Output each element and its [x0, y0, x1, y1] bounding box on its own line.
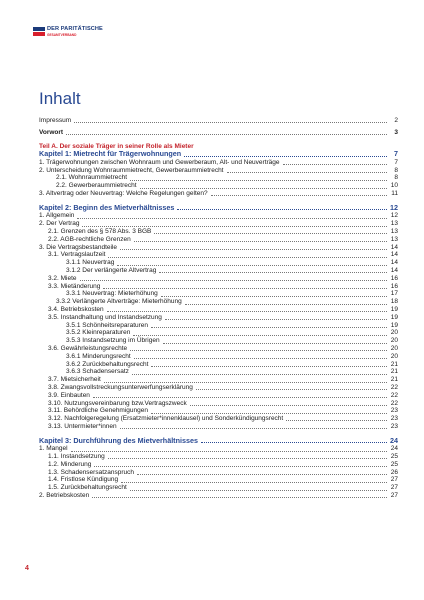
toc-entry[interactable]: [39, 159, 398, 167]
toc-entry-page: 11: [391, 190, 398, 198]
dot-leader: [117, 259, 387, 265]
dot-leader: [134, 236, 387, 242]
toc-entry-title: 3.3. Mietänderung: [48, 282, 101, 290]
dot-leader: [151, 322, 387, 328]
toc-entry-page: 16: [390, 274, 398, 282]
toc-entry[interactable]: [39, 174, 398, 182]
dot-leader: [151, 407, 387, 413]
toc-entry-page: 2: [394, 117, 398, 124]
toc-entry-page: 23: [390, 407, 398, 415]
toc-entry[interactable]: [39, 259, 398, 267]
toc-entry-title: 3. Die Vertragsbestandteile: [39, 243, 118, 251]
toc-entry-title: 1.3. Schadensersatzanspruch: [48, 468, 134, 476]
toc-entry[interactable]: [39, 353, 398, 361]
dot-leader: [137, 469, 387, 475]
toc-entry-title: 3.6.1 Minderungsrecht: [66, 352, 131, 360]
toc-entry-title: Teil A. Der soziale Träger in seiner Rolle als Mieter: [39, 142, 194, 150]
dot-leader: [134, 353, 387, 359]
toc-entry-title: 3.5.2 Kleinreparaturen: [66, 329, 131, 337]
dot-leader: [159, 267, 387, 273]
dot-leader: [133, 329, 387, 335]
dot-leader: [104, 376, 387, 382]
toc-entry-title: Impressum: [39, 117, 72, 124]
dot-leader: [184, 150, 387, 156]
toc-entry-title: 2.1. Grenzen des § 578 Abs. 3 BGB: [48, 227, 152, 235]
toc-entry-title: 3.12. Nachfolgeregelung (Ersatzmieter*innenklausel) und Sonderkündigungsrecht: [48, 415, 284, 423]
toc-entry-title: 3.4. Betriebskosten: [48, 305, 104, 313]
toc-entry-page: 13: [390, 227, 398, 235]
page-title: Inhalt: [39, 89, 81, 108]
toc-entry[interactable]: [39, 129, 398, 137]
toc-entry[interactable]: [39, 361, 398, 369]
toc-entry-page: 16: [390, 282, 398, 290]
toc-entry-page: 23: [390, 415, 398, 423]
toc-entry[interactable]: [39, 461, 398, 469]
table-of-contents: [39, 117, 398, 500]
toc-entry-page: 20: [390, 337, 398, 345]
toc-entry-title: 3.8. Zwangsvollstreckungsunterwerfungserklärung: [48, 383, 193, 391]
toc-entry-title: 3.5.1 Schönheitsreparaturen: [66, 321, 149, 329]
toc-entry[interactable]: [39, 167, 398, 175]
toc-entry-title: 3.6.3 Schadensersatz: [66, 368, 129, 376]
dot-leader: [197, 143, 387, 148]
toc-entry-title: 1. Trägerwohnungen zwischen Wohnraum und Gewerberaum, Alt- und Neuverträge: [39, 158, 280, 166]
toc-entry-title: 3.5.3 Instandsetzung im Übrigen: [66, 337, 160, 345]
logo-line2: GESAMTVERBAND: [47, 32, 77, 37]
dot-leader: [196, 384, 387, 390]
toc-entry[interactable]: [39, 469, 398, 477]
toc-entry[interactable]: [39, 283, 398, 291]
dot-leader: [177, 204, 387, 210]
toc-entry-page: 10: [390, 182, 398, 190]
toc-entry[interactable]: [39, 376, 398, 384]
toc-entry[interactable]: [39, 290, 398, 298]
toc-entry-title: 1.5. Zurückbehaltungsrecht: [48, 484, 127, 492]
dot-leader: [227, 167, 388, 173]
toc-entry-title: Vorwort: [39, 128, 64, 136]
toc-entry-page: 8: [394, 166, 398, 174]
dot-leader: [132, 368, 387, 374]
toc-entry[interactable]: [39, 415, 398, 423]
dot-leader: [107, 306, 387, 312]
toc-entry-title: 2. Der Vertrag: [39, 220, 80, 228]
toc-entry-title: 3.13. Untermieter*innen: [48, 422, 117, 430]
toc-entry[interactable]: [39, 329, 398, 337]
toc-entry[interactable]: [39, 345, 398, 353]
toc-entry-page: 14: [390, 266, 398, 274]
dot-leader: [121, 476, 387, 482]
toc-entry-page: 26: [390, 468, 398, 476]
toc-entry-page: 18: [390, 298, 398, 306]
toc-chapter[interactable]: [39, 204, 398, 213]
toc-entry-page: 7: [394, 158, 398, 166]
toc-entry-title: 3.1.1 Neuvertrag: [66, 259, 115, 267]
toc-entry[interactable]: [39, 298, 398, 306]
dot-leader: [185, 298, 387, 304]
toc-entry-page: 27: [390, 476, 398, 484]
toc-entry[interactable]: [39, 220, 398, 228]
dot-leader: [130, 484, 387, 490]
toc-entry-page: 14: [390, 251, 398, 259]
dot-leader: [154, 228, 387, 234]
toc-entry-page: 20: [390, 344, 398, 352]
toc-entry-page: 22: [390, 391, 398, 399]
toc-chapter[interactable]: [39, 437, 398, 446]
toc-entry-page: 21: [390, 376, 398, 384]
toc-entry[interactable]: [39, 407, 398, 415]
toc-entry[interactable]: [39, 212, 398, 220]
toc-entry-title: 2. Unterscheidung Wohnraummietrecht, Gewerberaummietrecht: [39, 166, 224, 174]
toc-entry-page: 13: [390, 220, 398, 228]
toc-entry-page: 8: [394, 174, 398, 182]
toc-entry-title: 3.10. Nutzungsvereinbarung bzw.Vertragszweck: [48, 399, 187, 407]
toc-entry-title: 3.3.1 Neuvertrag: Mieterhöhung: [66, 290, 158, 298]
toc-entry-page: 14: [390, 259, 398, 267]
toc-entry-title: 1. Allgemein: [39, 212, 75, 220]
toc-entry-title: 1. Mangel: [39, 445, 68, 453]
toc-entry-page: 22: [390, 399, 398, 407]
toc-entry[interactable]: [39, 236, 398, 244]
toc-entry-page: 22: [390, 383, 398, 391]
dot-leader: [77, 212, 387, 218]
toc-entry-page: 20: [390, 352, 398, 360]
toc-entry-title: 3.5. Instandhaltung und Instandsetzung: [48, 313, 162, 321]
dot-leader: [163, 337, 387, 343]
logo: [33, 27, 103, 37]
dot-leader: [190, 400, 387, 406]
toc-entry-title: 3.1. Vertragslaufzeit: [48, 251, 106, 259]
toc-entry-title: 3.6. Gewährleistungsrechte: [48, 344, 128, 352]
dot-leader: [201, 437, 387, 443]
toc-entry-title: 3.2. Miete: [48, 274, 77, 282]
toc-entry[interactable]: [39, 445, 398, 453]
dot-leader: [71, 445, 387, 451]
toc-entry-title: Kapitel 3: Durchführung des Mietverhältnisses: [39, 435, 198, 445]
toc-entry[interactable]: [39, 306, 398, 314]
toc-entry[interactable]: [39, 423, 398, 431]
toc-entry-title: 2.2. AGB-rechtliche Grenzen: [48, 235, 131, 243]
toc-entry-page: 7: [394, 149, 398, 159]
toc-entry[interactable]: [39, 117, 398, 125]
dot-leader: [140, 182, 387, 188]
toc-entry[interactable]: [39, 384, 398, 392]
toc-entry-page: 3: [394, 128, 398, 136]
dot-leader: [120, 244, 387, 250]
toc-chapter[interactable]: [39, 150, 398, 159]
dot-leader: [211, 190, 387, 196]
toc-entry[interactable]: [39, 228, 398, 236]
dot-leader: [66, 129, 387, 135]
toc-entry[interactable]: [39, 368, 398, 376]
dot-leader: [93, 392, 387, 398]
toc-entry[interactable]: [39, 182, 398, 190]
toc-entry[interactable]: [39, 267, 398, 275]
dot-leader: [108, 453, 387, 459]
toc-entry[interactable]: [39, 400, 398, 408]
toc-entry-page: 21: [390, 368, 398, 376]
toc-entry-page: 27: [390, 484, 398, 492]
toc-entry-title: Kapitel 2: Beginn des Mietverhältnisses: [39, 202, 175, 212]
toc-entry[interactable]: [39, 190, 398, 198]
dot-leader: [82, 220, 387, 226]
toc-entry-title: 2.2. Gewerberaummietrecht: [56, 182, 137, 190]
toc-entry-page: 14: [390, 243, 398, 251]
toc-entry-title: 3.1.2 Der verlängerte Altvertrag: [66, 266, 157, 274]
toc-entry-title: Kapitel 1: Mietrecht für Trägerwohnungen: [39, 149, 182, 159]
toc-entry-page: 12: [390, 202, 398, 212]
dot-leader: [94, 461, 387, 467]
toc-entry-title: 1.4. Fristlose Kündigung: [48, 476, 119, 484]
dot-leader: [165, 314, 387, 320]
toc-entry-page: 25: [390, 452, 398, 460]
dot-leader: [283, 159, 387, 165]
toc-entry[interactable]: [39, 244, 398, 252]
toc-entry-page: 12: [390, 212, 398, 220]
toc-entry-title: 3. Altvertrag oder Neuvertrag: Welche Regelungen gelten?: [39, 190, 208, 198]
toc-entry-page: 21: [390, 360, 398, 368]
dot-leader: [80, 275, 387, 281]
toc-entry[interactable]: [39, 251, 398, 259]
toc-entry-title: 3.9. Einbauten: [48, 391, 90, 399]
toc-entry[interactable]: [39, 275, 398, 283]
dot-leader: [161, 290, 387, 296]
toc-entry[interactable]: [39, 337, 398, 345]
toc-entry-title: 1.2. Minderung: [48, 460, 92, 468]
logo-line1: DER PARITÄTISCHE: [47, 26, 103, 32]
toc-entry[interactable]: [39, 314, 398, 322]
toc-entry-page: 19: [390, 313, 398, 321]
toc-entry-title: 2.1. Wohnraummietrecht: [56, 174, 128, 182]
toc-entry-title: 3.7. Mietsicherheit: [48, 376, 101, 384]
dot-leader: [130, 345, 387, 351]
toc-entry-title: 3.6.2 Zurückbehaltungsrecht: [66, 360, 149, 368]
toc-entry-title: 3.3.2 Verlängerte Altverträge: Mieterhöhung: [56, 298, 182, 306]
toc-entry[interactable]: [39, 484, 398, 492]
dot-leader: [74, 117, 387, 123]
toc-entry-page: 24: [390, 435, 398, 445]
dot-leader: [103, 283, 387, 289]
dot-leader: [120, 423, 387, 429]
toc-entry-page: 24: [390, 445, 398, 453]
toc-entry-page: 19: [390, 305, 398, 313]
dot-leader: [151, 361, 387, 367]
dot-leader: [130, 174, 387, 180]
toc-entry-page: 19: [390, 321, 398, 329]
toc-entry-page: 27: [390, 491, 398, 499]
dot-leader: [286, 415, 387, 421]
toc-entry[interactable]: [39, 453, 398, 461]
toc-entry-page: 17: [390, 290, 398, 298]
page-number: 4: [25, 565, 29, 572]
toc-entry-page: 13: [390, 235, 398, 243]
logo-mark-icon: [33, 27, 45, 36]
toc-entry-page: 23: [390, 422, 398, 430]
dot-leader: [108, 251, 387, 257]
toc-entry-title: 1.1. Instandsetzung: [48, 452, 105, 460]
toc-entry[interactable]: [39, 492, 398, 500]
toc-entry-title: 3.11. Behördliche Genehmigungen: [48, 407, 148, 415]
toc-entry-page: 25: [390, 460, 398, 468]
toc-entry-title: 2. Betriebskosten: [39, 491, 90, 499]
toc-entry[interactable]: [39, 476, 398, 484]
dot-leader: [92, 492, 387, 498]
toc-entry[interactable]: [39, 392, 398, 400]
toc-entry[interactable]: [39, 322, 398, 330]
toc-entry-page: 20: [390, 329, 398, 337]
